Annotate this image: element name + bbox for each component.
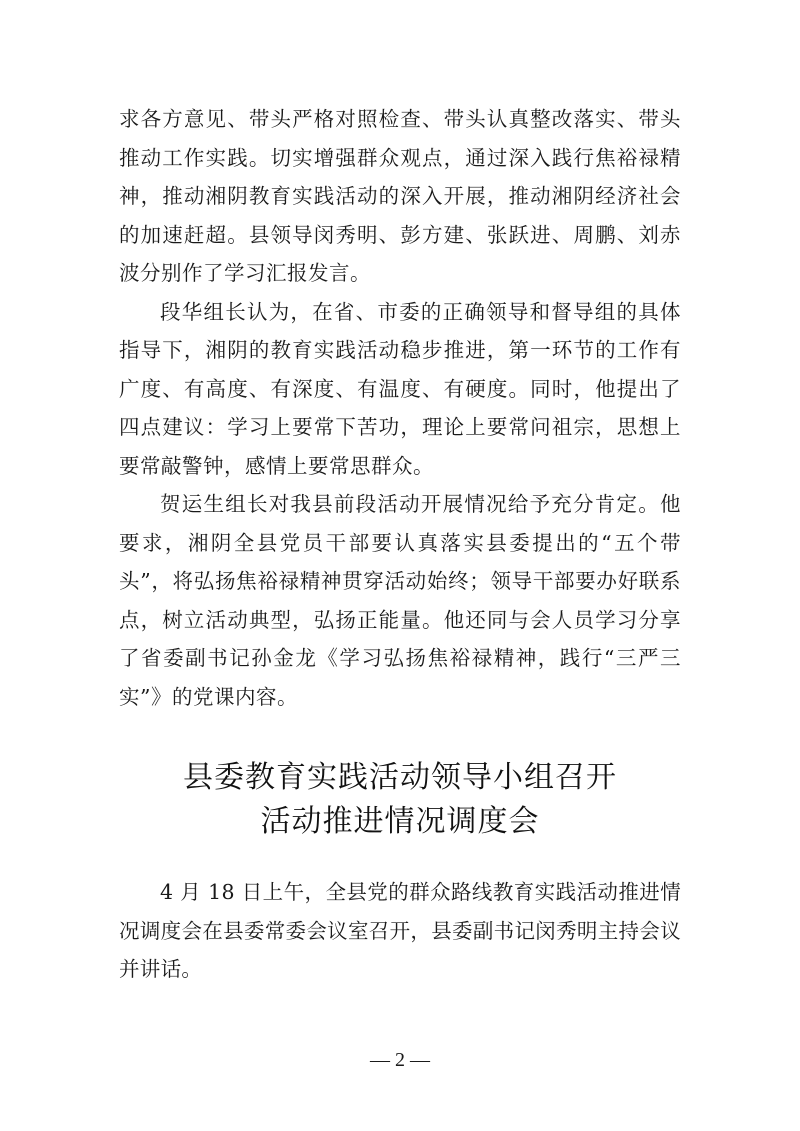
section-paragraph: 4 月 18 日上午，全县党的群众路线教育实践活动推进情况调度会在县委常委会议室召开，县委副书记闵秀明主持会议并讲话。 [119, 880, 681, 981]
paragraph-continuation: 求各方意见、带头严格对照检查、带头认真整改落实、带头推动工作实践。切实增强群众观点，通过深入践行焦裕禄精神，推动湘阴教育实践活动的深入开展，推动湘阴经济社会的加速赶超。县领导闵秀明、彭方建、张跃进、周鹏、刘赤波分别作了学习汇报发言。 [119, 107, 681, 285]
page-number: — 2 — [370, 1049, 430, 1071]
section-title-line1: 县委教育实践活动领导小组召开 [183, 760, 617, 795]
section-title-line2: 活动推进情况调度会 [260, 804, 540, 839]
section-title [0, 756, 800, 844]
body-text [119, 100, 681, 716]
paragraph-duan-hua: 段华组长认为，在省、市委的正确领导和督导组的具体指导下，湘阴的教育实践活动稳步推进，第一环节的工作有广度、有高度、有深度、有温度、有硬度。同时，他提出了四点建议：学习上要常下苦功，理论上要常问祖宗，思想上要常敲警钟，感情上要常思群众。 [119, 299, 681, 478]
section-body [119, 873, 681, 989]
paragraph-he-yunsheng: 贺运生组长对我县前段活动开展情况给予充分肯定。他要求，湘阴全县党员干部要认真落实县委提出的“五个带头”，将弘扬焦裕禄精神贯穿活动始终；领导干部要办好联系点，树立活动典型，弘扬正能量。他还同与会人员学习分享了省委副书记孙金龙《学习弘扬焦裕禄精神，践行“三严三实”》的党课内容。 [119, 492, 681, 709]
